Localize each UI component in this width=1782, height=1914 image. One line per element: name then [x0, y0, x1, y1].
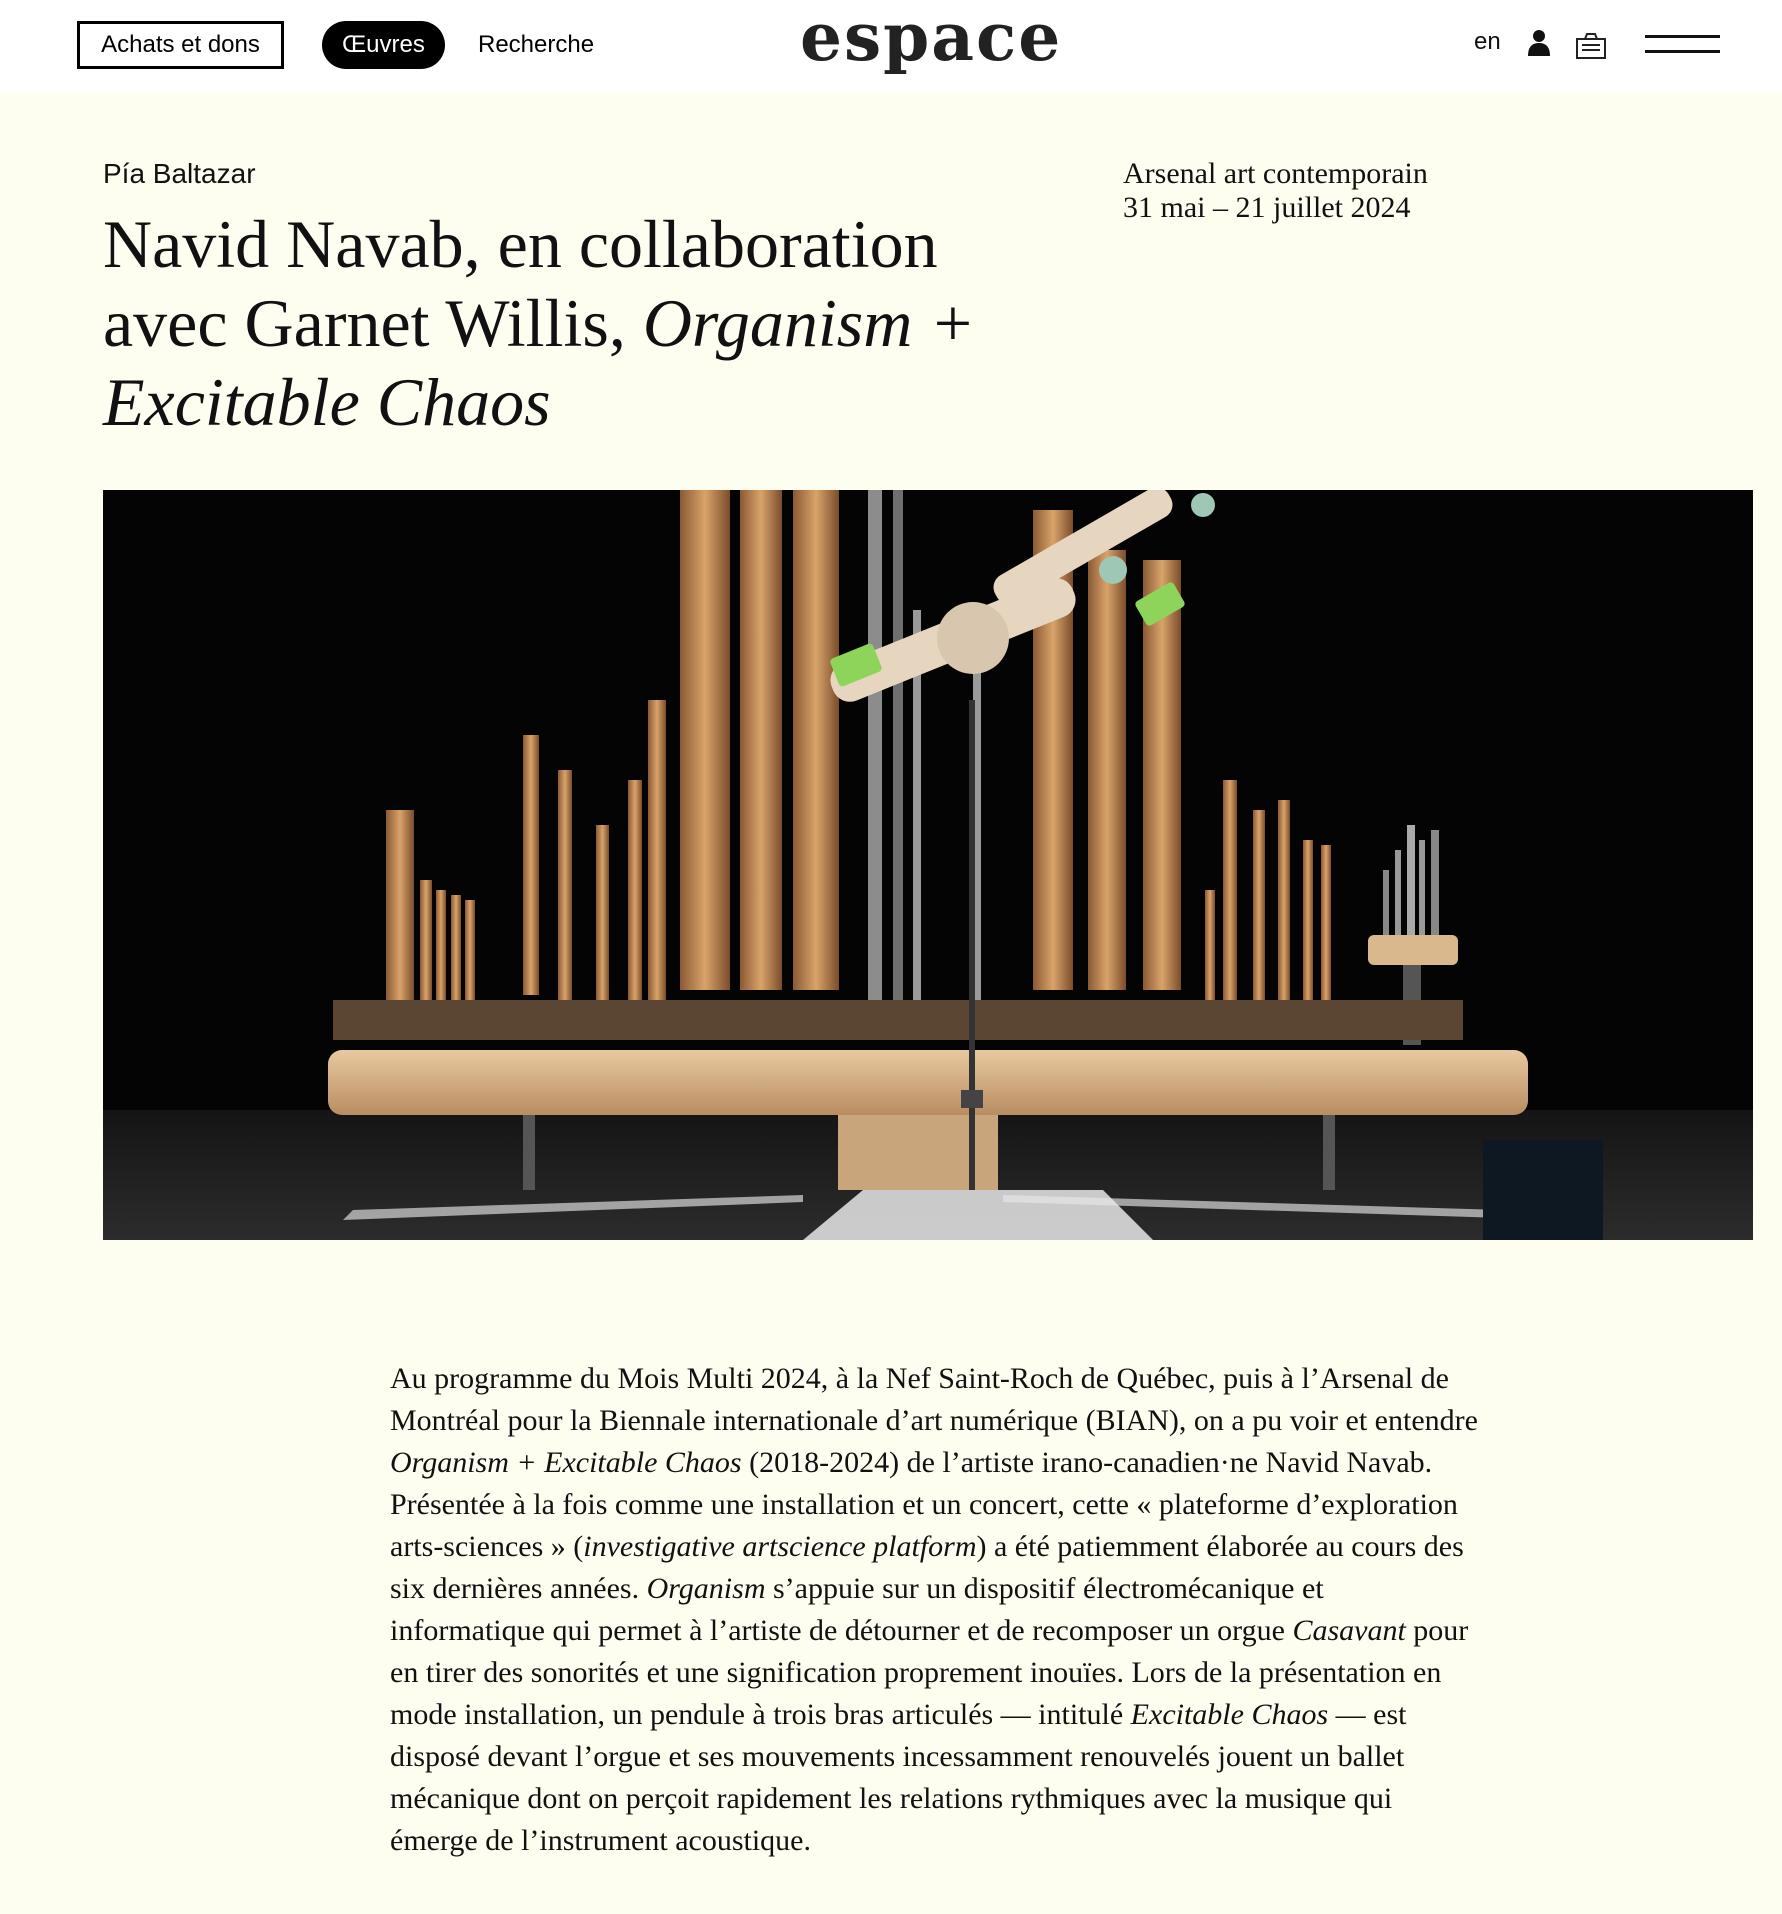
site-logo[interactable]	[800, 8, 1060, 82]
title-plain: Navid Navab, en collaboration avec Garnet Willis,	[103, 206, 938, 361]
body-span-4: ) a été patiemment élaborée au cours des six dernières années.	[390, 1530, 1464, 1605]
body-span-0: Au programme du Mois Multi 2024, à la Nef Saint-Roch de Québec, puis à l’Arsenal de Montréal pour la Biennale internationale d’art numérique (BIAN), on a pu voir et entendre	[390, 1362, 1478, 1437]
body-span-7: Casavant	[1292, 1614, 1406, 1647]
espace-logo-mark	[800, 8, 1060, 82]
article-title	[103, 205, 1043, 442]
purchases-donations-button[interactable]: Achats et dons	[77, 21, 284, 69]
title-italic: Organism + Excitable Chaos	[103, 285, 976, 440]
article-body	[390, 1358, 1480, 1862]
works-nav-button[interactable]: Œuvres	[322, 21, 445, 69]
search-nav-link[interactable]: Recherche	[478, 31, 595, 58]
exhibition-dates: 31 mai – 21 juillet 2024	[1123, 191, 1411, 224]
exhibition-venue: Arsenal art contemporain	[1123, 157, 1428, 190]
body-span-9: Excitable Chaos	[1130, 1698, 1329, 1731]
cart-icon[interactable]	[1575, 32, 1607, 60]
body-span-2: (2018-2024) de l’artiste irano-canadien·ne Navid Navab. Présentée à la fois comme une installation et un concert, cette « plateforme d’exploration arts-sciences » (	[390, 1446, 1458, 1563]
exhibition-info	[1123, 157, 1683, 225]
body-span-5: Organism	[646, 1572, 766, 1605]
body-span-10: — est disposé devant l’orgue et ses mouvements incessamment renouvelés jouent un ballet mécanique dont on perçoit rapidement les relations rythmiques avec la musique qui émerge de l’instrument acoustique.	[390, 1698, 1407, 1857]
organ-installation-photo	[103, 490, 1753, 1240]
article-author[interactable]: Pía Baltazar	[103, 158, 256, 189]
user-icon[interactable]	[1527, 29, 1551, 57]
language-switch[interactable]: en	[1474, 28, 1501, 55]
logo-text: espace	[800, 8, 1060, 76]
menu-icon[interactable]	[1645, 33, 1720, 55]
site-header	[0, 0, 1782, 92]
body-span-8: pour en tirer des sonorités et une signification proprement inouïes. Lors de la présentation en mode installation, un pendule à trois bras articulés — intitulé	[390, 1614, 1469, 1731]
body-span-6: s’appuie sur un dispositif électromécanique et informatique qui permet à l’artiste de détourner et de recomposer un orgue	[390, 1572, 1324, 1647]
body-span-3: investigative artscience platform	[583, 1530, 977, 1563]
hero-image	[103, 490, 1753, 1240]
body-span-1: Organism + Excitable Chaos	[390, 1446, 742, 1479]
